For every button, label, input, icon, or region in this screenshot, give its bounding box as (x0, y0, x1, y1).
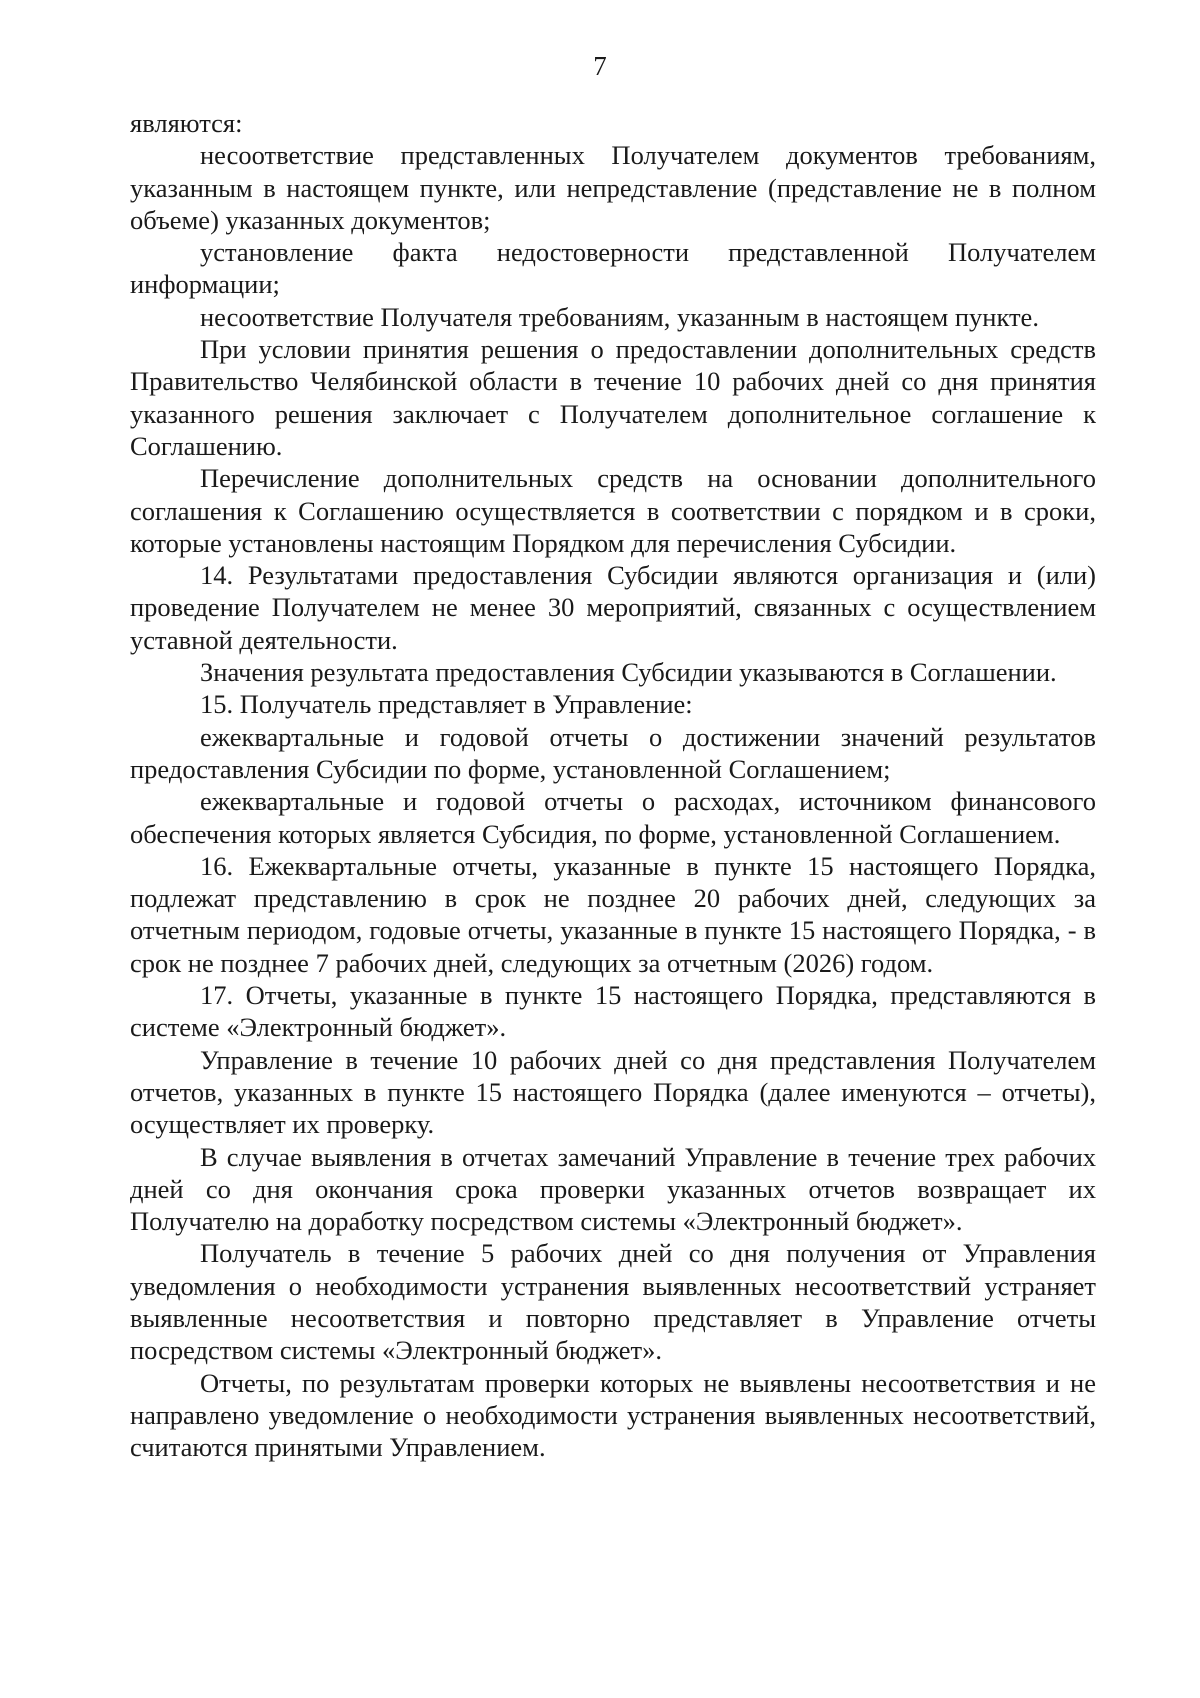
page-number: 7 (593, 51, 607, 81)
paragraph-report-remarks: В случае выявления в отчетах замечаний Управление в течение трех рабочих дней со дня окончания срока проверки указанных отчетов возвращает их Получателю на доработку посредством системы «Электронный бюджет». (130, 1141, 1096, 1237)
paragraph-item-recipient-mismatch: несоответствие Получателя требованиям, указанным в настоящем пункте. (200, 301, 1039, 332)
paragraph-report-resubmission: Получатель в течение 5 рабочих дней со дня получения от Управления уведомления о необходимости устранения выявленных несоответствий устраняет выявленные несоответствия и повторно представляет в Управление отчеты посредством системы «Электронный бюджет». (130, 1238, 1096, 1366)
paragraph-item-expenses-report: ежеквартальные и годовой отчеты о расходах, источником финансового обеспечения которых является Субсидия, по форме, установленной Соглашением. (130, 786, 1096, 849)
paragraph-17-electronic-budget: 17. Отчеты, указанные в пункте 15 настоящего Порядка, представляются в системе «Электронный бюджет». (130, 980, 1096, 1043)
paragraph-additional-funds-transfer: Перечисление дополнительных средств на основании дополнительного соглашения к Соглашению осуществляется в соответствии с порядком и в сроки, которые установлены настоящим Порядком для перечисления Субсидии. (130, 463, 1096, 558)
paragraph-item-documents-mismatch: несоответствие представленных Получателем документов требованиям, указанным в настоящем пункте, или непредставление (представление не в полном объеме) указанных документов; (130, 140, 1096, 235)
paragraph-result-values: Значения результата предоставления Субсидии указываются в Соглашении. (200, 657, 1057, 688)
paragraph-reports-accepted: Отчеты, по результатам проверки которых не выявлены несоответствия и не направлено уведомление о необходимости устранения выявленных несоответствий, считаются принятыми Управлением. (130, 1367, 1096, 1463)
paragraph-16-deadlines: 16. Ежеквартальные отчеты, указанные в пункте 15 настоящего Порядка, подлежат представлению в срок не позднее 20 рабочих дней, следующих за отчетным периодом, годовые отчеты, указанные в пункте 15 настоящего Порядка, - в срок не позднее 7 рабочих дней, следующих за отчетным (2026) годом. (130, 850, 1096, 978)
paragraph-report-check: Управление в течение 10 рабочих дней со дня представления Получателем отчетов, указанных в пункте 15 настоящего Порядка (далее именуются – отчеты), осуществляет их проверку. (130, 1044, 1096, 1140)
paragraph-item-results-report: ежеквартальные и годовой отчеты о достижении значений результатов предоставления Субсидии по форме, установленной Соглашением; (130, 721, 1096, 784)
paragraph-additional-agreement: При условии принятия решения о предоставлении дополнительных средств Правительство Челябинской области в течение 10 рабочих дней со дня принятия указанного решения заключает с Получателем дополнительное соглашение к Соглашению. (130, 334, 1096, 461)
paragraph-item-unreliable-info: установление факта недостоверности представленной Получателем информации; (130, 237, 1096, 300)
paragraph-continuation: являются: (130, 108, 243, 138)
document-body (130, 107, 1096, 1463)
paragraph-14-results: 14. Результатами предоставления Субсидии являются организация и (или) проведение Получателем не менее 30 мероприятий, связанных с осуществлением уставной деятельности. (130, 560, 1096, 655)
paragraph-15-reports: 15. Получатель представляет в Управление: (200, 689, 693, 720)
